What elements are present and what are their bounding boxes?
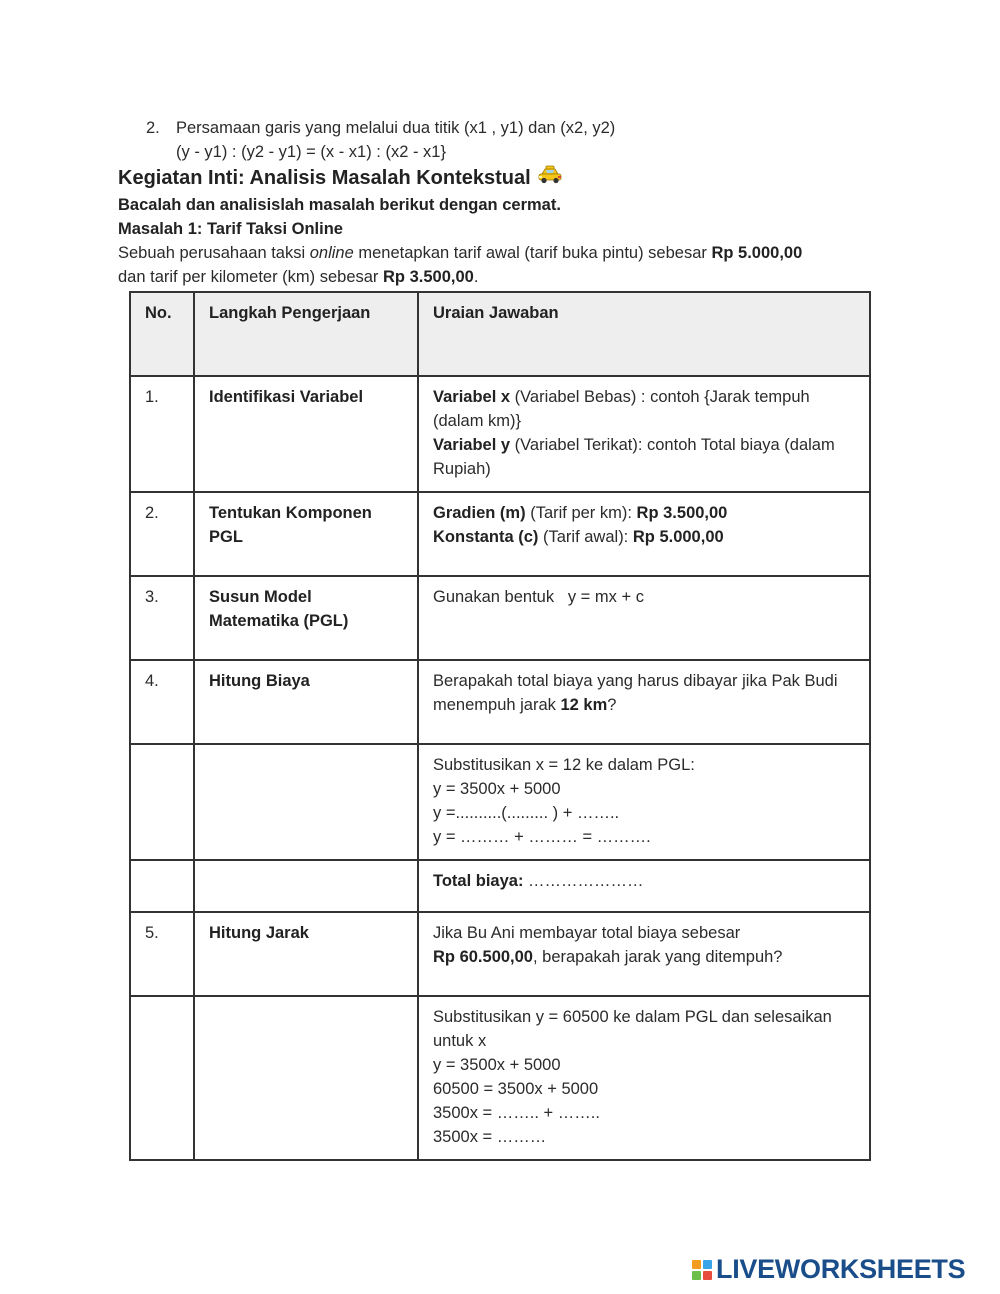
worksheet-table: [129, 291, 871, 1161]
section-title: Kegiatan Inti: Analisis Masalah Kontekstual: [118, 164, 878, 193]
row-step-empty: [194, 744, 418, 860]
row-number: 4.: [130, 660, 194, 744]
row-number: 2.: [130, 492, 194, 576]
answer-blank-line[interactable]: y =..........(......... ) + ……..: [433, 803, 620, 822]
worksheet-page: [118, 116, 878, 1161]
instruction: Bacalah dan analisislah masalah berikut dengan cermat.: [118, 195, 561, 214]
row-step: Susun Model Matematika (PGL): [194, 576, 418, 660]
answer-blank-line[interactable]: 3500x = ………: [433, 1127, 547, 1146]
row-answer: Gunakan bentuk y = mx + c: [418, 576, 870, 660]
row-step: Hitung Biaya: [194, 660, 418, 744]
row-answer: Variabel x (Variabel Bebas) : contoh {Jarak tempuh (dalam km)} Variabel y (Variabel Terikat): contoh Total biaya (dalam Rupiah): [418, 376, 870, 492]
answer-line: Substitusikan x = 12 ke dalam PGL:: [433, 755, 695, 774]
answer-line: y = 3500x + 5000: [433, 779, 561, 798]
header-no: No.: [130, 292, 194, 376]
row-number: 5.: [130, 912, 194, 996]
list-item-text: Persamaan garis yang melalui dua titik (x1 , y1) dan (x2, y2): [176, 119, 616, 137]
taxi-icon: [537, 165, 563, 193]
logo-text: LIVEWORKSHEETS: [716, 1254, 966, 1284]
liveworksheets-logo: [692, 1254, 965, 1285]
row-number: 1.: [130, 376, 194, 492]
row-step-empty: [194, 996, 418, 1160]
row-step-empty: [194, 860, 418, 912]
list-item: [118, 116, 878, 140]
header-step: Langkah Pengerjaan: [194, 292, 418, 376]
row-answer: Berapakah total biaya yang harus dibayar jika Pak Budi menempuh jarak 12 km?: [418, 660, 870, 744]
answer-blank-line[interactable]: 3500x = …….. + ……..: [433, 1103, 600, 1122]
table-row: [130, 744, 870, 860]
problem-description: Sebuah perusahaan taksi online menetapkan tarif awal (tarif buka pintu) sebesar Rp 5.000,00 dan tarif per kilometer (km) sebesar Rp 3.500,00.: [118, 243, 803, 286]
line-equation: (y - y1) : (y2 - y1) = (x - x1) : (x2 - x1}: [176, 143, 446, 161]
table-header-row: [130, 292, 870, 376]
table-row: [130, 576, 870, 660]
problem-title: Masalah 1: Tarif Taksi Online: [118, 219, 343, 238]
table-row: [130, 912, 870, 996]
row-answer: Jika Bu Ani membayar total biaya sebesar Rp 60.500,00, berapakah jarak yang ditempuh?: [418, 912, 870, 996]
answer-blank-line[interactable]: y = ……… + ……… = ……….: [433, 827, 651, 846]
list-item-number: 2.: [146, 119, 160, 137]
row-number-empty: [130, 860, 194, 912]
answer-line: Substitusikan y = 60500 ke dalam PGL dan selesaikan untuk x: [433, 1007, 832, 1050]
row-answer: Total biaya: …………………: [418, 860, 870, 912]
row-step: Identifikasi Variabel: [194, 376, 418, 492]
row-answer: [418, 996, 870, 1160]
table-row: [130, 376, 870, 492]
total-cost-blank[interactable]: …………………: [523, 871, 644, 890]
answer-line: 60500 = 3500x + 5000: [433, 1079, 599, 1098]
row-number-empty: [130, 996, 194, 1160]
table-row: [130, 996, 870, 1160]
row-step: Tentukan Komponen PGL: [194, 492, 418, 576]
table-row: [130, 860, 870, 912]
logo-mark-icon: [692, 1260, 712, 1280]
row-answer: [418, 744, 870, 860]
table-row: [130, 660, 870, 744]
row-answer: Gradien (m) (Tarif per km): Rp 3.500,00 Konstanta (c) (Tarif awal): Rp 5.000,00: [418, 492, 870, 576]
row-number: 3.: [130, 576, 194, 660]
answer-line: y = 3500x + 5000: [433, 1055, 561, 1074]
row-step: Hitung Jarak: [194, 912, 418, 996]
header-answer: Uraian Jawaban: [418, 292, 870, 376]
row-number-empty: [130, 744, 194, 860]
table-row: [130, 492, 870, 576]
